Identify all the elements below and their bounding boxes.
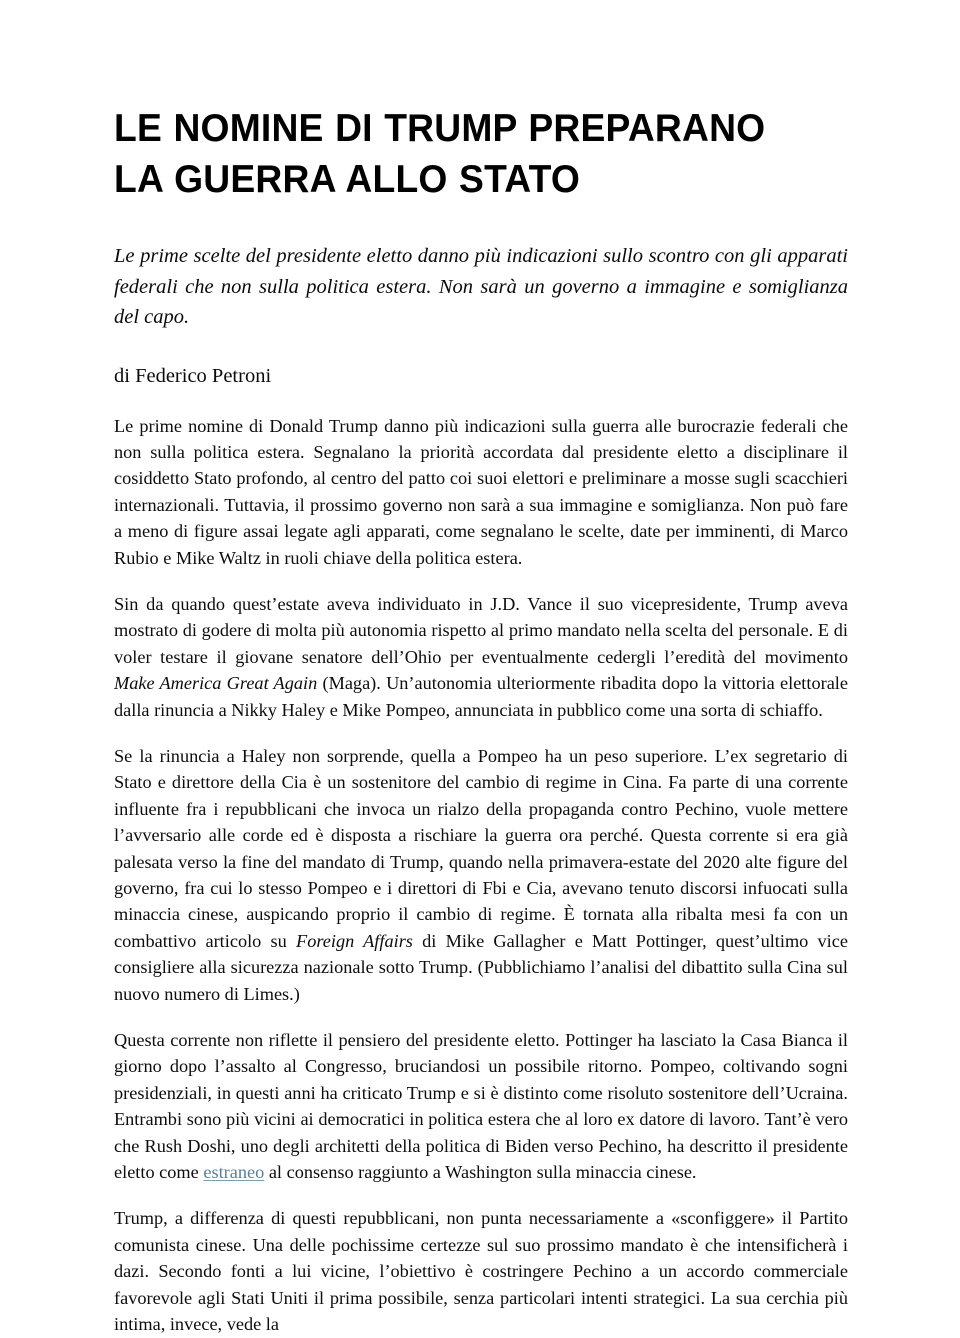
body-paragraph bbox=[114, 591, 848, 723]
body-text-run: Sin da quando quest’estate aveva individuato in J.D. Vance il suo vicepresidente, Trump aveva mostrato di godere di molta più autonomia rispetto al primo mandato nella scelta del personale. E di voler testare il giovane senatore dell’Ohio per eventualmente cedergli l’eredità del movimento bbox=[114, 593, 848, 667]
emphasis-text: Foreign Affairs bbox=[296, 930, 413, 951]
body-text-run: (Maga). Un’autonomia ulteriormente ribadita dopo la vittoria elettorale dalla rinuncia a Nikky Haley e Mike Pompeo, annunciata in pubblico come una sorta di schiaffo. bbox=[114, 673, 848, 720]
body-text-run: Le prime nomine di Donald Trump danno più indicazioni sulla guerra alle burocrazie federali che non sulla politica estera. Segnalano la priorità accordata dal presidente eletto a disciplinare il cosiddetto Stato profondo, al centro del patto coi suoi elettori e preliminare a mosse sugli scacchieri internazionali. Tuttavia, il prossimo governo non sarà a sua immagine e somiglianza. Non può fare a meno di figure assai legate agli apparati, come segnalano le scelte, date per imminenti, di Marco Rubio e Mike Waltz in ruoli chiave della politica estera. bbox=[114, 415, 848, 568]
body-paragraph bbox=[114, 413, 848, 571]
inline-link[interactable]: estraneo bbox=[203, 1162, 265, 1183]
body-paragraph bbox=[114, 1027, 848, 1185]
page-title: LE NOMINE DI TRUMP PREPARANO LA GUERRA ALLO STATO bbox=[114, 107, 766, 201]
emphasis-text: Make America Great Again bbox=[114, 673, 318, 694]
body-paragraph bbox=[114, 743, 848, 1007]
body-paragraph bbox=[114, 1205, 848, 1337]
body-text-run: Trump, a differenza di questi repubblicani, non punta necessariamente a «sconfiggere» il Partito comunista cinese. Una delle pochissime certezze sul suo prossimo mandato è che intensificherà i dazi. Secondo fonti a lui vicine, l’obiettivo è costringere Pechino a un accordo commerciale favorevole agli Stati Uniti il prima possibile, senza particolari intenti strategici. La sua cerchia più intima, invece, vede la bbox=[114, 1208, 848, 1335]
body-text-run: Questa corrente non riflette il pensiero del presidente eletto. Pottinger ha lasciato la Casa Bianca il giorno dopo l’assalto al Congresso, bruciandosi un possibile ritorno. Pompeo, coltivando sogni presidenziali, in questi anni ha criticato Trump e si è distinto come risoluto sostenitore dell’Ucraina. Entrambi sono più vicini ai democratici in politica estera che al loro ex datore di lavoro. Tant’è vero che Rush Doshi, uno degli architetti della politica di Biden verso Pechino, ha descritto il presidente eletto come bbox=[114, 1030, 848, 1183]
body-text-run: di Mike Gallagher e Matt Pottinger, quest’ultimo vice consigliere alla sicurezza nazionale sotto Trump. (Pubblichiamo l’analisi del dibattito sulla Cina sul nuovo numero di Limes.) bbox=[114, 930, 848, 1004]
article-deck: Le prime scelte del presidente eletto danno più indicazioni sullo scontro con gli apparati federali che non sulla politica estera. Non sarà un governo a immagine e somiglianza del capo. bbox=[114, 245, 848, 328]
article-byline: di Federico Petroni bbox=[114, 364, 272, 387]
body-text-run: al consenso raggiunto a Washington sulla minaccia cinese. bbox=[264, 1162, 697, 1183]
article-content-column bbox=[114, 0, 848, 1338]
article-body bbox=[114, 390, 848, 1338]
body-text-run: Se la rinuncia a Haley non sorprende, quella a Pompeo ha un peso superiore. L’ex segretario di Stato e direttore della Cia è un sostenitore del cambio di regime in Cina. Fa parte di una corrente influente fra i repubblicani che invoca un rialzo della propaganda contro Pechino, vuole mettere l’avversario alle corde ed è disposta a rischiare la guerra ora perché. Questa corrente si era già palesata verso la fine del mandato di Trump, quando nella primavera-estate del 2020 alte figure del governo, fra cui lo stesso Pompeo e i direttori di Fbi e Cia, avevano tenuto discorsi infuocati sulla minaccia cinese, auspicando proprio il cambio di regime. È tornata alla ribalta mesi fa con un combattivo articolo su bbox=[114, 745, 848, 951]
